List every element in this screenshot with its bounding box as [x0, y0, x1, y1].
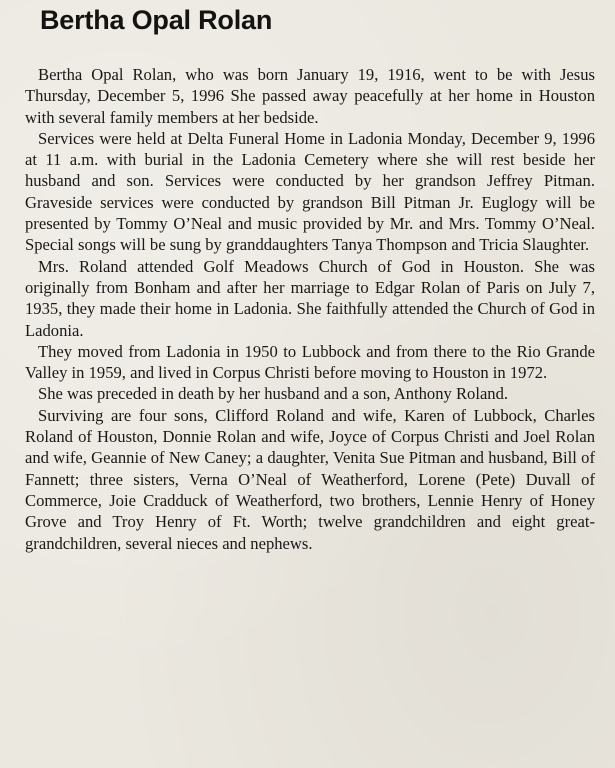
paragraph-preceded: She was preceded in death by her husband and a son, Anthony Roland. [38, 384, 509, 404]
obituary-body [25, 64, 595, 554]
obituary-title: Bertha Opal Rolan [40, 5, 273, 35]
paragraph-church: Mrs. Roland attended Golf Meadows Church of God in Houston. She was originally from Bonham and after her marriage to Edgar Rolan of Paris on July 7, 1935, they made their home in Ladonia. She faithfully attended the Church of God in Ladonia. [25, 256, 595, 340]
paragraph-residences: They moved from Ladonia in 1950 to Lubbock and from there to the Rio Grande Valley in 1959, and lived in Corpus Christi before moving to Houston in 1972. [25, 341, 595, 383]
paragraph-survivors: Surviving are four sons, Clifford Roland and wife, Karen of Lubbock, Charles Roland of Houston, Donnie Rolan and wife, Joyce of Corpus Christi and Joel Rolan and wife, Geannie of New Caney; a daughter, Venita Sue Pitman and husband, Bill of Fannett; three sisters, Verna O’Neal of Weatherford, Lorene (Pete) Duvall of Commerce, Joie Cradduck of Weatherford, two brothers, Lennie Henry of Honey Grove and Troy Henry of Ft. Worth; twelve grandchildren and eight great-grandchildren, several nieces and nephews. [25, 405, 595, 553]
paragraph-birth-death: Bertha Opal Rolan, who was born January 19, 1916, went to be with Jesus Thursday, December 5, 1996 She passed away peacefully at her home in Houston with several family members at her bedside. [25, 65, 595, 127]
paragraph-services: Services were held at Delta Funeral Home in Ladonia Monday, December 9, 1996 at 11 a.m. with burial in the Ladonia Cemetery where she will rest beside her husband and son. Services were conducted by her grandson Jeffrey Pitman. Graveside services were conducted by grandson Bill Pitman Jr. Euglogy will be presented by Tommy O’Neal and music provided by Mr. and Mrs. Tommy O’Neal. Special songs will be sung by granddaughters Tanya Thompson and Tricia Slaughter. [25, 128, 595, 255]
